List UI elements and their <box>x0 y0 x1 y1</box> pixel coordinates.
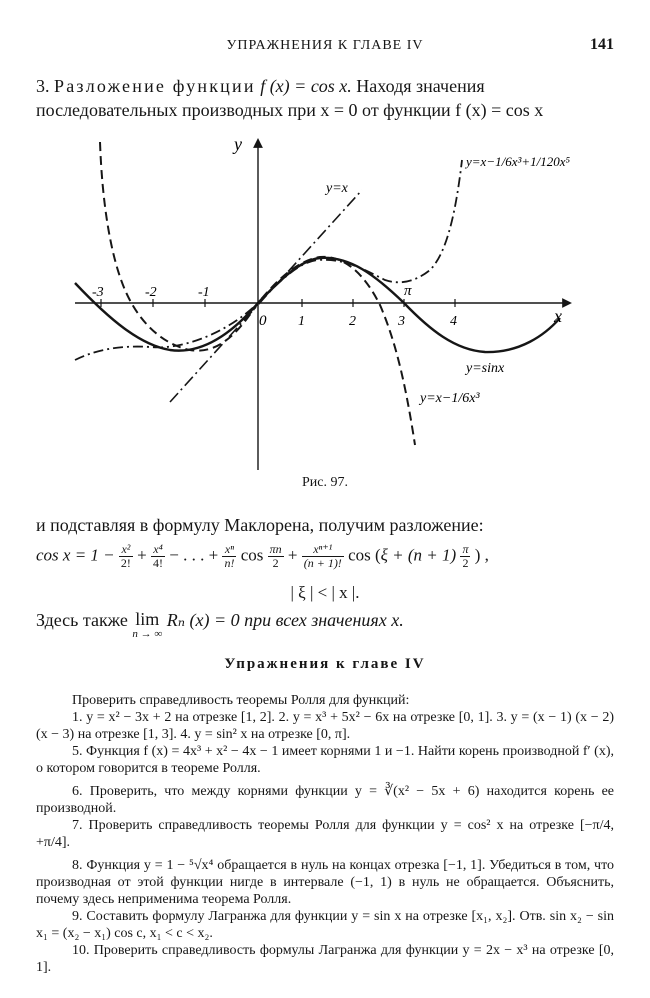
exercise-5: 5. Функция f (x) = 4x³ + x² − 4x − 1 имеет корнями 1 и −1. Найти корень производной f′ (x), о котором говорится в теореме Ролля. <box>36 744 614 776</box>
paren-close: ) , <box>474 545 489 565</box>
cos-paren-open: cos ( <box>348 545 381 565</box>
exercise-6: 6. Проверить, что между корнями функции y = ∛(x² − 5x + 6) находится корень ее производной. <box>36 784 614 816</box>
y-axis-label: y <box>234 134 242 154</box>
exercise-7: 7. Проверить справедливость теоремы Ролля для функции y = cos² x на отрезке [−π/4, +π/4]. <box>36 818 614 850</box>
origin-label: 0 <box>259 313 267 329</box>
label-cubic: y=x−1/6x³ <box>420 391 480 406</box>
xi-condition: | ξ | < | x |. <box>290 583 360 602</box>
page-number: 141 <box>590 36 614 53</box>
item-title: Разложение функции <box>54 76 256 96</box>
cos-word: cos <box>240 545 264 565</box>
figure-97 <box>0 120 650 480</box>
tick-label-2: 2 <box>349 314 356 329</box>
section-title: Упражнения к главе IV <box>224 656 426 672</box>
fraction-x4: $\frac{\text{x⁴}}{4!}$ <box>153 542 163 570</box>
tick-label-minus-1: -1 <box>198 285 210 300</box>
label-sin: y=sinx <box>466 361 505 376</box>
label-quintic: y=x−1/6x³+1/120x⁵ <box>466 154 571 169</box>
exercise-10: 10. Проверить справедливость формулы Лагранжа для функции y = 2x − x³ на отрезке [0, 1]. <box>36 943 614 975</box>
exercise-1-4: 1. y = x² − 3x + 2 на отрезке [1, 2]. 2. y = x³ + 5x² − 6x на отрезке [0, 1]. 3. y = (x − 1) (x − 2) (x − 3) на отрезке [1, 3]. 4. y = sin² x на отрезке [0, π]. <box>36 710 614 742</box>
fraction-xn1: $\frac{\text{xⁿ⁺¹}}{(n + 1)!}$ <box>303 542 342 570</box>
limit-line <box>36 610 616 640</box>
label-y-eq-x: y=x <box>326 181 348 196</box>
intro-line-1 <box>36 76 616 97</box>
limit-operator: lim n → ∞ <box>132 609 163 640</box>
item-number: 3. <box>36 76 50 96</box>
exercise-intro: Проверить справедливость теоремы Ролля для функций: <box>72 693 410 708</box>
curve-sin <box>75 258 560 352</box>
after-figure-text: и подставляя в формулу Маклорена, получим разложение: <box>36 515 484 535</box>
formula-lhs: cos x = 1 − <box>36 545 115 565</box>
fraction-x2: $\frac{\text{x²}}{2!}$ <box>120 542 131 570</box>
tick-label-minus-3: -3 <box>92 285 104 300</box>
x-axis-label: x <box>554 306 562 326</box>
tick-label-minus-2: -2 <box>145 285 157 300</box>
tick-label-4: 4 <box>450 314 457 329</box>
exercise-8: 8. Функция y = 1 − ⁵√x⁴ обращается в нуль на концах отрезка [−1, 1]. Убедиться в том, что производная от этой функции нигде в интервале (−1, 1) в нуль не обращается. Объяснить, почему здесь неприменима теорема Ролля. <box>36 858 614 907</box>
fraction-xn: $\frac{\text{xⁿ}}{n!}$ <box>224 542 235 570</box>
item-formula: f (x) = cos x. <box>260 76 352 96</box>
xi-expression: ξ + (n + 1) <box>380 545 457 565</box>
formula-ellipsis: − . . . + <box>169 545 219 565</box>
tick-label-3: 3 <box>398 314 405 329</box>
maclaurin-formula: cos x = 1 − $\frac{\text{x²}}{2!}$ + $\frac{\text{x⁴}}{4!}$ − . . . + $\frac{\text{xⁿ}}{n!}$ cos $\frac{\pi n}{2}$ + $\frac{\text{xⁿ⁺¹}}{(n + 1)!}$ cos (ξ + (n + 1) $\frac{\pi}{2}$ ) , <box>36 542 489 570</box>
running-header: УПРАЖНЕНИЯ К ГЛАВЕ IV <box>226 38 424 53</box>
fraction-pi-2: $\frac{\pi}{2}$ <box>462 542 469 570</box>
limit-expression: Rₙ (x) = 0 при всех значениях x. <box>166 610 404 630</box>
limit-prefix: Здесь также <box>36 610 128 630</box>
tick-label-1: 1 <box>298 314 305 329</box>
pi-label: π <box>404 283 412 299</box>
figure-caption: Рис. 97. <box>302 475 348 490</box>
curve-quintic <box>75 160 462 360</box>
intro-line-2: последовательных производных при x = 0 от функции f (x) = cos x <box>36 100 544 120</box>
fraction-pin: $\frac{\pi n}{2}$ <box>269 542 282 570</box>
plus-sign: + <box>287 545 298 565</box>
item-rest: Находя значения <box>356 76 485 96</box>
exercise-list <box>36 692 614 976</box>
exercise-9: 9. Составить формулу Лагранжа для функции y = sin x на отрезке [x₁, x₂]. Отв. sin x₂ − sin x₁ = (x₂ − x₁) cos c, x₁ < c < x₂. <box>36 909 614 941</box>
